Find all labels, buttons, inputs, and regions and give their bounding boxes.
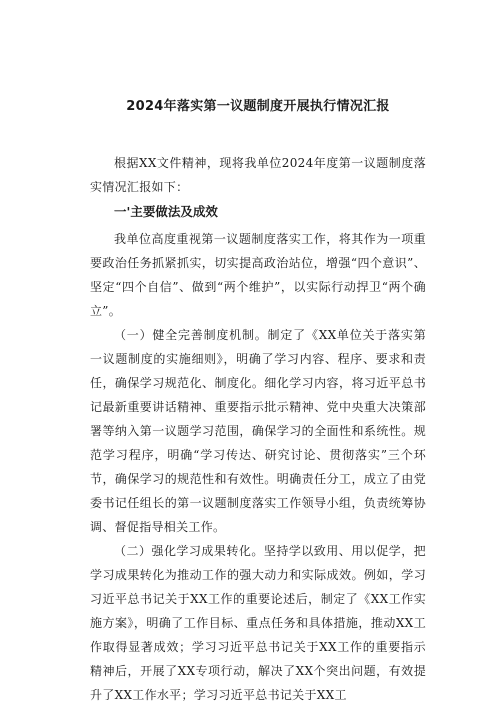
document-title: 2024年落实第一议题制度开展执行情况汇报	[126, 99, 390, 114]
body-paragraph-2: （一）健全完善制度机制。制定了《XX单位关于落实第一议题制度的实施细则》，明确了学习内容、程序、要求和责任，确保学习规范化、制度化。细化学习内容，将习近平总书记最新重要讲话精神、重要指示批示精神、党中央重大决策部署等纳入第一议题学习范围，确保学习的全面性和系统性。规范学习程序，明确“学习传达、研究讨论、贯彻落实”三个环节，确保学习的规范性和有效性。明确责任分工，成立了由党委书记任组长的第一议题制度落实工作领导小组，负责统筹协调、督促指导相关工作。	[90, 328, 426, 534]
body-paragraph-3: （二）强化学习成果转化。坚持学以致用、用以促学，把学习成果转化为推动工作的强大动力和实际成效。例如，学习习近平总书记关于XX工作的重要论述后，制定了《XX工作实施方案》，明确了工作目标、重点任务和具体措施，推动XX工作取得显著成效；学习习近平总书记关于XX工作的重要指示精神后，开展了XX专项行动，解决了XX个突出问题，有效提升了XX工作水平；学习习近平总书记关于XX工	[90, 544, 426, 702]
body-paragraph-1: 我单位高度重视第一议题制度落实工作，将其作为一项重要政治任务抓紧抓实，切实提高政治站位，增强“四个意识”、坚定“四个自信”、做到“两个维护”，以实际行动捍卫“两个确立”。	[90, 232, 426, 318]
section-heading: 一'主要做法及成效	[114, 204, 218, 219]
intro-paragraph: 根据XX文件精神，现将我单位2024年度第一议题制度落实情况汇报如下：	[90, 156, 426, 194]
